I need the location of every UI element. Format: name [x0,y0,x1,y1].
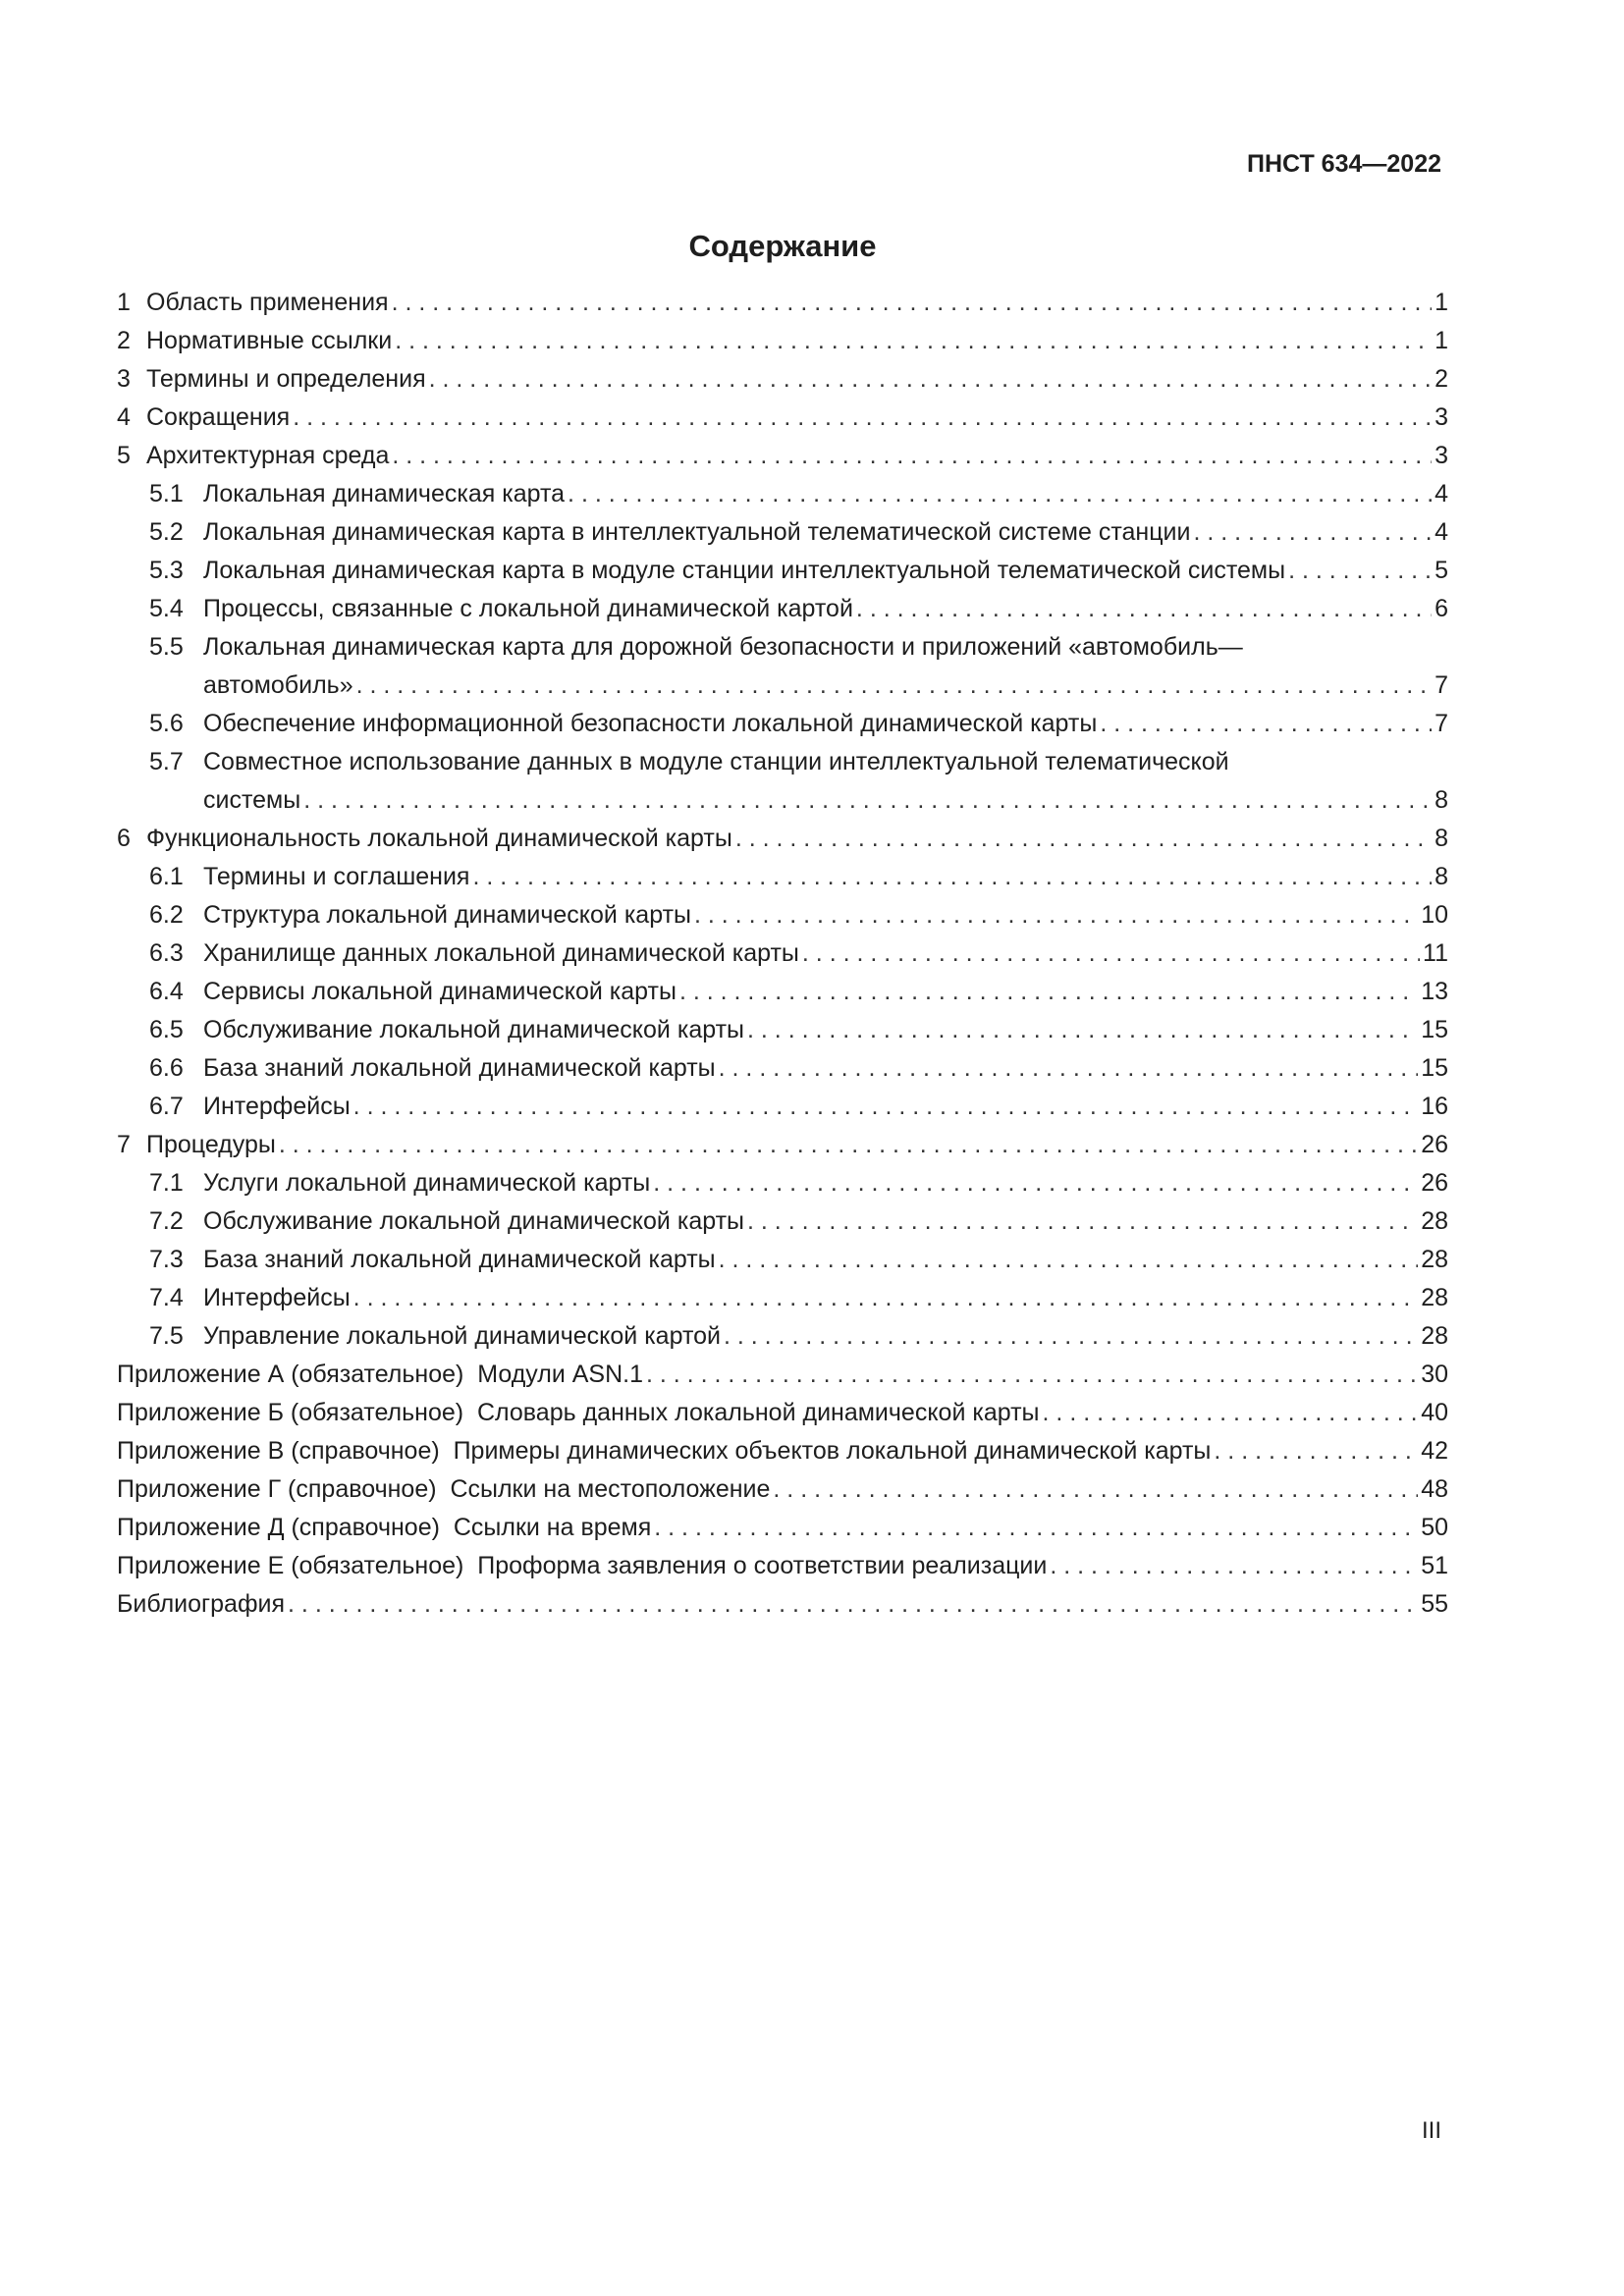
toc-entry-number: 7.2 [149,1207,184,1235]
toc-entry-number: 4 [117,403,131,431]
dot-leader [395,326,1432,355]
toc-entry[interactable] [149,1283,1448,1312]
toc-entry[interactable] [117,364,1448,394]
toc-entry-title: Термины и соглашения [203,863,470,890]
toc-entry-page: 28 [1421,1207,1448,1235]
toc-entry-title: Локальная динамическая карта в модуле станции интеллектуальной телематической системы [203,557,1286,584]
toc-entry-title: Совместное использование данных в модуле станции интеллектуальной телематической [203,748,1229,775]
toc-entry[interactable] [117,441,1448,470]
toc-entry-title-continuation: автомобиль» [203,671,353,699]
toc-entry-number: 6.5 [149,1016,184,1043]
toc-entry-appendix[interactable] [117,1436,1448,1466]
toc-entry-title: Обслуживание локальной динамической карты [203,1207,745,1235]
dot-leader [1050,1551,1418,1580]
toc-entry[interactable] [117,824,1448,853]
toc-entry-appendix[interactable] [117,1398,1448,1427]
toc-entry-number: 7 [117,1131,131,1158]
toc-entry-appendix[interactable] [117,1360,1448,1389]
dot-leader [653,1168,1418,1198]
toc-entry-title: Процедуры [146,1131,276,1158]
toc-entry-number: 6.4 [149,978,184,1005]
toc-entry-title: Локальная динамическая карта для дорожной безопасности и приложений «автомобиль— [203,633,1243,661]
toc-entry-title: Структура локальной динамической карты [203,901,691,929]
toc-entry[interactable] [149,900,1448,930]
dot-leader [654,1513,1418,1542]
toc-entry-page: 11 [1423,939,1448,967]
dot-leader [472,862,1432,891]
toc-entry-page: 16 [1421,1093,1448,1120]
dot-leader [303,785,1432,815]
dot-leader [856,594,1432,623]
toc-entry[interactable] [149,1168,1448,1198]
toc-entry-number: 5.3 [149,557,184,584]
toc-entry-number: 5.2 [149,518,184,546]
table-of-contents [117,0,1448,1669]
toc-entry-number: 5.5 [149,633,184,661]
dot-leader [392,441,1432,470]
dot-leader [392,288,1433,317]
toc-entry-title: Приложение В (справочное) Примеры динамических объектов локальной динамической карты [117,1437,1212,1465]
dot-leader [293,402,1432,432]
toc-entry-number: 6.1 [149,863,184,890]
toc-entry-page: 40 [1421,1399,1448,1426]
dot-leader [1193,517,1432,547]
toc-entry-title: Архитектурная среда [146,442,390,469]
toc-entry-first-line[interactable] [149,747,1448,776]
toc-entry-title: Сокращения [146,403,291,431]
dot-leader [735,824,1432,853]
toc-entry-title: Управление локальной динамической картой [203,1322,721,1350]
dot-leader [279,1130,1418,1159]
dot-leader [747,1206,1418,1236]
dot-leader [747,1015,1418,1044]
toc-entry[interactable] [149,1092,1448,1121]
toc-entry-bibliography[interactable] [117,1589,1448,1619]
toc-entry-appendix[interactable] [117,1474,1448,1504]
toc-entry[interactable] [149,1321,1448,1351]
dot-leader [719,1053,1419,1083]
toc-entry-title: Область применения [146,289,389,316]
toc-entry-first-line[interactable] [149,632,1448,662]
toc-entry[interactable] [149,1053,1448,1083]
toc-entry-title: Сервисы локальной динамической карты [203,978,677,1005]
toc-entry-title: Локальная динамическая карта в интеллектуальной телематической системе станции [203,518,1191,546]
toc-entry[interactable] [149,1245,1448,1274]
dot-leader [773,1474,1418,1504]
toc-entry-page: 28 [1421,1246,1448,1273]
toc-entry-number: 7.4 [149,1284,184,1311]
toc-entry-appendix[interactable] [117,1551,1448,1580]
toc-entry-page: 2 [1435,365,1448,393]
toc-entry-number: 1 [117,289,131,316]
dot-leader [1043,1398,1419,1427]
toc-entry[interactable] [149,938,1448,968]
toc-entry-number: 5.6 [149,710,184,737]
toc-entry-page: 4 [1435,480,1448,507]
toc-entry-number: 7.5 [149,1322,184,1350]
toc-entry-number: 2 [117,327,131,354]
document-code: ПНСТ 634—2022 [1247,150,1441,178]
dot-leader [429,364,1432,394]
toc-entry-title: Обслуживание локальной динамической карты [203,1016,745,1043]
toc-entry-title: Приложение Д (справочное) Ссылки на время [117,1514,652,1541]
toc-entry-title: Обеспечение информационной безопасности локальной динамической карты [203,710,1098,737]
toc-entry-title: Услуги локальной динамической карты [203,1169,651,1197]
toc-entry-number: 5.4 [149,595,184,622]
toc-entry-title-continuation: системы [203,786,301,814]
toc-entry[interactable] [149,1206,1448,1236]
toc-entry-page: 8 [1435,825,1448,852]
toc-entry-number: 6 [117,825,131,852]
toc-entry-page: 8 [1435,786,1448,814]
toc-entry-title: Интерфейсы [203,1093,351,1120]
toc-entry-page: 3 [1435,403,1448,431]
toc-entry[interactable] [149,517,1448,547]
toc-entry-number: 5.7 [149,748,184,775]
toc-entry-page: 3 [1435,442,1448,469]
toc-entry-page: 30 [1421,1361,1448,1388]
toc-entry-title: База знаний локальной динамической карты [203,1246,716,1273]
toc-entry-title: Термины и определения [146,365,426,393]
page-number: III [1421,2117,1441,2144]
toc-entry-number: 5 [117,442,131,469]
toc-entry-number: 5.1 [149,480,184,507]
toc-entry-title: Приложение Е (обязательное) Проформа заявления о соответствии реализации [117,1552,1048,1579]
toc-entry-page: 7 [1435,671,1448,699]
toc-entry-number: 3 [117,365,131,393]
toc-entry-page: 1 [1435,327,1448,354]
toc-entry-title: Приложение А (обязательное) Модули ASN.1 [117,1361,643,1388]
dot-leader [568,479,1432,508]
toc-entry-page: 6 [1435,595,1448,622]
dot-leader [724,1321,1418,1351]
toc-entry-title: Функциональность локальной динамической карты [146,825,732,852]
toc-entry-title: Приложение Г (справочное) Ссылки на местоположение [117,1475,771,1503]
dot-leader [646,1360,1418,1389]
toc-entry-page: 28 [1421,1284,1448,1311]
toc-entry[interactable] [117,1130,1448,1159]
dot-leader [356,670,1432,700]
page-title: Содержание [688,229,877,263]
toc-entry-title: Интерфейсы [203,1284,351,1311]
toc-entry[interactable] [149,977,1448,1006]
dot-leader [694,900,1418,930]
toc-entry[interactable] [117,402,1448,432]
toc-entry-page: 13 [1421,978,1448,1005]
toc-entry[interactable] [149,709,1448,738]
toc-entry-page: 26 [1421,1169,1448,1197]
toc-entry-number: 6.3 [149,939,184,967]
dot-leader [353,1092,1419,1121]
toc-entry-title: Нормативные ссылки [146,327,393,354]
dot-leader [288,1589,1418,1619]
toc-entry-page: 51 [1421,1552,1448,1579]
dot-leader [719,1245,1419,1274]
toc-entry-page: 50 [1421,1514,1448,1541]
dot-leader [353,1283,1419,1312]
toc-entry-page: 42 [1421,1437,1448,1465]
dot-leader [1288,556,1432,585]
toc-entry-page: 15 [1421,1054,1448,1082]
toc-entry-page: 5 [1435,557,1448,584]
toc-entry[interactable] [117,326,1448,355]
toc-entry[interactable] [149,1015,1448,1044]
toc-entry-continuation[interactable] [203,670,1448,700]
dot-leader [802,938,1420,968]
toc-entry-page: 1 [1435,289,1448,316]
toc-entry-title: Хранилище данных локальной динамической карты [203,939,799,967]
toc-entry-page: 48 [1421,1475,1448,1503]
toc-entry-appendix[interactable] [117,1513,1448,1542]
toc-entry-page: 7 [1435,710,1448,737]
toc-entry-continuation[interactable] [203,785,1448,815]
toc-entry[interactable] [149,594,1448,623]
toc-entry-number: 7.3 [149,1246,184,1273]
toc-entry[interactable] [149,556,1448,585]
toc-entry-page: 28 [1421,1322,1448,1350]
toc-entry-page: 10 [1421,901,1448,929]
dot-leader [1100,709,1432,738]
dot-leader [1214,1436,1418,1466]
toc-entry-page: 26 [1421,1131,1448,1158]
toc-entry-page: 15 [1421,1016,1448,1043]
toc-entry-number: 7.1 [149,1169,184,1197]
toc-entry-number: 6.2 [149,901,184,929]
toc-entry-page: 8 [1435,863,1448,890]
toc-entry-title: Библиография [117,1590,286,1618]
dot-leader [679,977,1418,1006]
toc-entry-page: 55 [1421,1590,1448,1618]
toc-entry[interactable] [149,862,1448,891]
toc-entry[interactable] [117,288,1448,317]
toc-entry-title: База знаний локальной динамической карты [203,1054,716,1082]
toc-entry-number: 6.6 [149,1054,184,1082]
toc-entry[interactable] [149,479,1448,508]
toc-entry-title: Процессы, связанные с локальной динамической картой [203,595,853,622]
toc-entry-title: Локальная динамическая карта [203,480,566,507]
toc-entry-title: Приложение Б (обязательное) Словарь данных локальной динамической карты [117,1399,1040,1426]
toc-entry-number: 6.7 [149,1093,184,1120]
toc-entry-page: 4 [1435,518,1448,546]
